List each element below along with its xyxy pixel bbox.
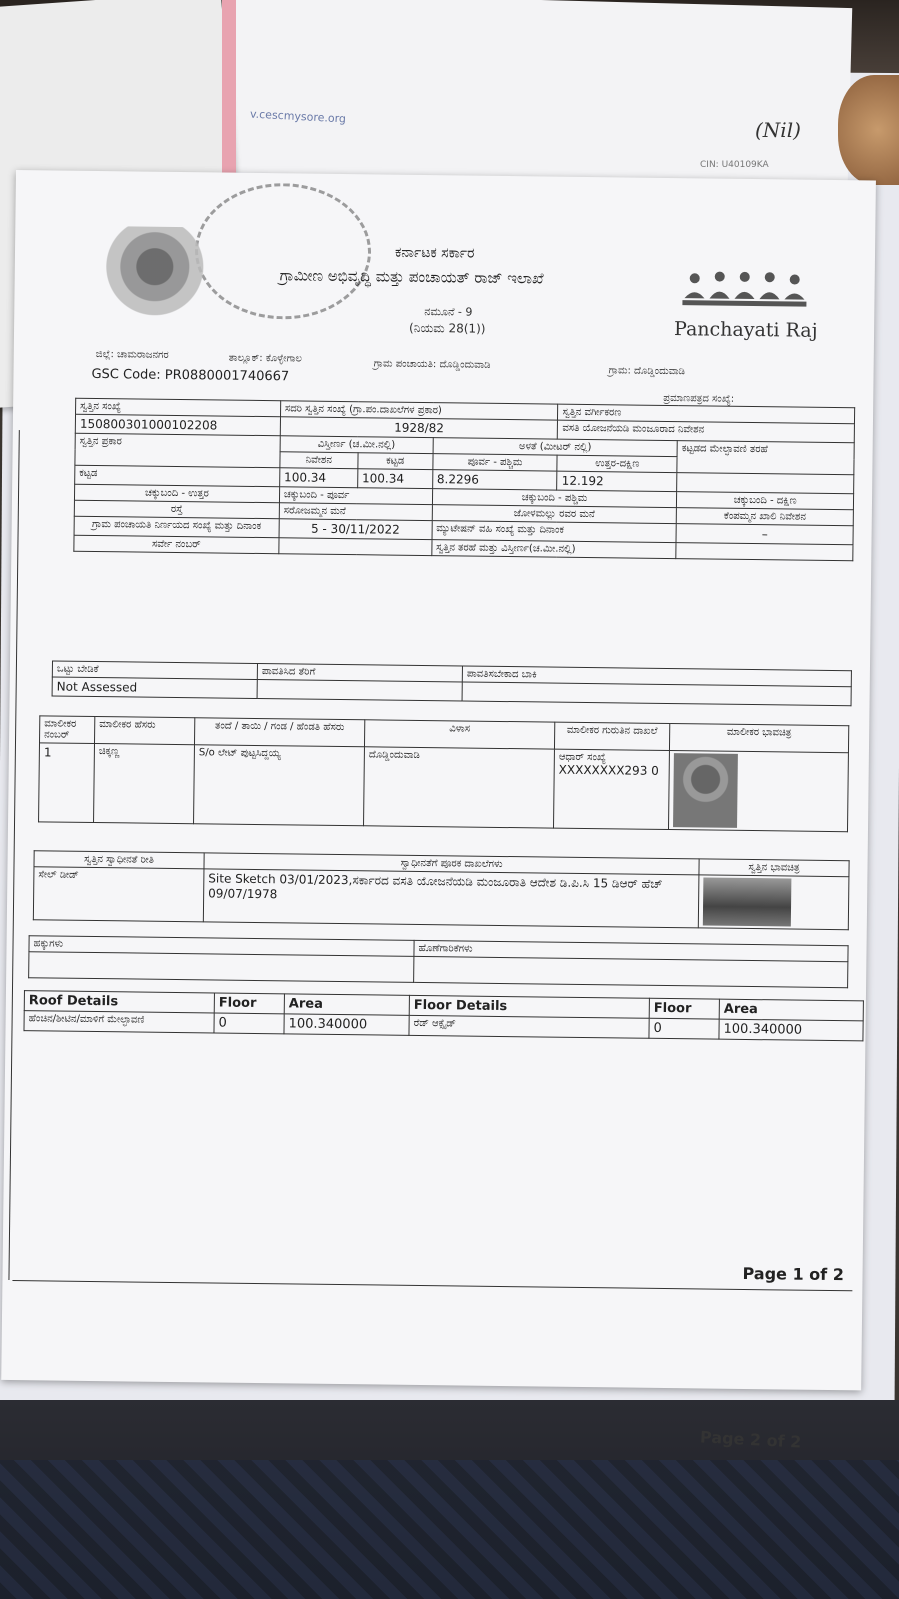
built-area: 100.34 <box>357 469 432 489</box>
handwritten-note: (Nil) <box>755 118 801 142</box>
owner-relation: S/o ಲೇಟ್ ಪುಟ್ಟಸಿದ್ದಯ್ಯ <box>194 745 365 826</box>
owners-table <box>38 715 849 832</box>
gram-panchayat: ಗ್ರಾಮ ಪಂಚಾಯತಿ: ದೊಡ್ಡಿಂದುವಾಡಿ <box>373 358 491 371</box>
survey-property-no: 1928/82 <box>280 417 558 439</box>
site-area: 100.34 <box>279 468 357 488</box>
tax-table <box>52 660 852 706</box>
floor-floor: 0 <box>649 1018 719 1039</box>
ownership-method: ಸೇಲ್ ಡೀಡ್ <box>33 867 204 922</box>
owner-address: ದೊಡ್ಡಿಂದುವಾಡಿ <box>364 747 555 828</box>
government-title: ಕರ್ನಾಟಕ ಸರ್ಕಾರ <box>394 244 475 262</box>
mutation: – <box>676 524 853 545</box>
owner-photo-label: ಮಾಲೀಕರ ಭಾವಚಿತ್ರ <box>669 724 848 753</box>
north-south-label: ಉತ್ತರ-ದಕ್ಷಿಣ <box>557 455 677 472</box>
certificate-page <box>1 170 876 1390</box>
tax-demand-label: ಒಟ್ಟು ಬೇಡಿಕೆ <box>52 661 257 680</box>
classification: ವಸತಿ ಯೋಜನೆಯಡಿ ಮಂಜೂರಾದ ನಿವೇಶನ <box>558 420 855 443</box>
east-west-label: ಪೂರ್ವ - ಪಶ್ಚಿಮ <box>433 454 558 472</box>
floor-area: 100.340000 <box>719 1019 863 1041</box>
department-title: ಗ್ರಾಮೀಣ ಅಭಿವೃದ್ಧಿ ಮತ್ತು ಪಂಚಾಯತ್ ರಾಜ್ ಇಲಾಖೆ <box>279 266 544 288</box>
floor-area-label: Area <box>719 999 863 1021</box>
village: ಗ್ರಾಮ: ದೊಡ್ಡಿಂದುವಾಡಿ <box>608 365 686 378</box>
roof-area-label: Area <box>284 994 409 1016</box>
panchayati-raj-logo <box>674 268 815 315</box>
site-label: ನಿವೇಶನ <box>280 452 358 469</box>
classification-label: ಸ್ವತ್ತಿನ ವರ್ಗೀಕರಣ <box>558 404 855 424</box>
tax-due-label: ಪಾವತಿಸಬೇಕಾದ ಬಾಕಿ <box>462 666 851 687</box>
west: ಜೋಳಮಲ್ಲು ರವರ ಮನೆ <box>432 505 677 524</box>
gsc-code: GSC Code: PR0880001740667 <box>91 366 290 385</box>
survey-no-label: ಸರ್ವೇ ನಂಬರ್ <box>74 535 279 554</box>
building-roof <box>677 473 854 494</box>
property-no: 150800301000102208 <box>75 414 280 436</box>
liabilities <box>414 956 848 987</box>
owner-address-label: ವಿಳಾಸ <box>364 720 554 749</box>
certificate-number-label: ಪ್ರಮಾಣಪತ್ರದ ಸಂಖ್ಯೆ: <box>663 392 735 405</box>
owner-photo <box>673 753 738 828</box>
owner-relation-label: ತಂದೆ / ತಾಯಿ / ಗಂಡ / ಹೆಂಡತಿ ಹೆಸರು <box>194 718 364 747</box>
owner-id <box>553 749 669 829</box>
property-details-table <box>73 398 855 562</box>
property-photo-label: ಸ್ವತ್ತಿನ ಭಾವಚಿತ್ರ <box>699 859 849 877</box>
taluk: ತಾಲ್ಲೂಕ್: ಕೊಳ್ಳೇಗಾಲ <box>228 352 302 365</box>
ownership-documents-label: ಸ್ವಾಧೀನತೆಗೆ ಪೂರಕ ದಾಖಲೆಗಳು <box>204 853 699 875</box>
page-bottom-line <box>12 1280 852 1291</box>
roof-type: ಹೆಂಚಿನ/ಶೀಟಿನ/ಮಾಳಿಗೆ ಮೇಲ್ಛಾವಣಿ <box>24 1011 214 1033</box>
type: ಕಟ್ಟಡ <box>75 465 280 487</box>
back-sheet-cin: CIN: U40109KA <box>700 160 769 170</box>
form-number: ನಮೂನೆ - 9 <box>424 304 473 319</box>
east-west: 8.2296 <box>432 470 557 491</box>
survey-property-no-label: ಸದರಿ ಸ್ವತ್ತಿನ ಸಂಖ್ಯೆ (ಗ್ರಾ.ಪಂ.ದಾಖಲೆಗಳ ಪ್ರಕಾರ) <box>280 401 558 420</box>
ownership-method-label: ಸ್ವತ್ತಿನ ಸ್ವಾಧೀನತೆ ರೀತಿ <box>34 851 204 869</box>
table-row <box>39 743 849 832</box>
cork-object <box>838 75 899 185</box>
floor-type: ರೆಡ್ ಆಕ್ಸೈಡ್ <box>409 1015 649 1038</box>
rights <box>29 952 414 983</box>
north-south: 12.192 <box>557 471 677 491</box>
owner-id-label: ಮಾಲೀಕರ ಗುರುತಿನ ದಾಖಲೆ <box>554 722 669 750</box>
roof-floor-table <box>23 990 863 1041</box>
west-label: ಚಕ್ಕುಬಂದಿ - ಪಶ್ಚಿಮ <box>432 489 677 508</box>
ownership-documents: Site Sketch 03/01/2023,ಸರ್ಕಾರದ ವಸತಿ ಯೋಜನೆಯಡಿ ಮಂಜೂರಾತಿ ಆದೇಶ ಡಿ.ಪಿ.ಸಿ 15 ಡಿಆರ್ ಹೆಚ್ 09/07/1978 <box>203 869 699 928</box>
survey-no <box>279 538 432 556</box>
ownership-table <box>33 850 850 930</box>
owner-id-number: XXXXXXXX293 0 <box>558 762 659 778</box>
page-number: Page 1 of 2 <box>742 1263 845 1285</box>
rights-label: ಹಕ್ಕುಗಳು <box>29 936 414 957</box>
roof-floor-label: Floor <box>214 993 284 1014</box>
tax-due <box>462 682 851 706</box>
property-type-area-label: ಸ್ವತ್ತಿನ ತರಹೆ ಮತ್ತು ವಿಸ್ತೀರ್ಣ(ಚ.ಮೀ.ನಲ್ಲಿ) <box>432 540 677 559</box>
tax-paid-label: ಪಾವತಿಸಿದ ತೆರಿಗೆ <box>257 663 462 682</box>
east: ಸರೋಜಮ್ಮನ ಮನೆ <box>279 503 432 521</box>
south-label: ಚಕ್ಕುಬಂದಿ - ದಕ್ಷಿಣ <box>677 492 854 510</box>
owner-no-label: ಮಾಲೀಕರ ನಂಬರ್ <box>40 716 95 744</box>
built-label: ಕಟ್ಟಡ <box>358 453 433 470</box>
floor-floor-label: Floor <box>649 998 719 1019</box>
north-label: ಚಕ್ಕುಬಂದಿ - ಉತ್ತರ <box>74 484 279 503</box>
rule-number: (ನಿಯಮ 28(1)) <box>409 320 486 336</box>
roof-details-label: Roof Details <box>24 991 214 1013</box>
state-emblem <box>104 226 205 327</box>
type-label: ಸ್ವತ್ತಿನ ಪ್ರಕಾರ <box>75 433 280 468</box>
south: ಕೆಂಪಮ್ಮನ ಖಾಲಿ ನಿವೇಶನ <box>677 508 854 526</box>
property-type-area <box>676 543 853 561</box>
owner-name: ಚಿಕ್ಕಣ್ಣ <box>94 744 195 824</box>
page-two-footer: Page 2 of 2 <box>699 1427 802 1452</box>
back-sheet-url: v.cescmysore.org <box>249 107 347 126</box>
logo-text: Panchayati Raj <box>673 318 818 342</box>
district: ಜಿಲ್ಲೆ: ಚಾಮರಾಜನಗರ <box>95 348 169 361</box>
liabilities-label: ಹೊಣೆಗಾರಿಕೆಗಳು <box>414 940 848 961</box>
mutation-label: ಮ್ಯುಟೇಷನ್ ವಹಿ ಸಂಖ್ಯೆ ಮತ್ತು ದಿನಾಂಕ <box>432 521 677 543</box>
gp-resolution: 5 - 30/11/2022 <box>279 519 432 540</box>
property-photo-cell <box>698 875 849 930</box>
building-label: ಕಟ್ಟಡದ ಮೇಲ್ಛಾವಣಿ ತರಹೆ <box>677 441 854 475</box>
owner-id-type: ಆಧಾರ್ ಸಂಖ್ಯೆ <box>558 751 607 764</box>
rights-table <box>28 935 848 988</box>
office-stamp <box>194 182 372 320</box>
floor-details-label: Floor Details <box>409 995 649 1018</box>
roof-area: 100.340000 <box>284 1014 409 1036</box>
tax-paid <box>257 679 462 701</box>
gp-resolution-label: ಗ್ರಾಮ ಪಂಚಾಯತಿ ನಿರ್ಣಯದ ಸಂಖ್ಯೆ ಮತ್ತು ದಿನಾಂಕ <box>74 516 279 538</box>
owner-name-label: ಮಾಲೀಕರ ಹೆಸರು <box>94 717 194 745</box>
north: ರಸ್ತೆ <box>74 500 279 519</box>
measure-label: ಅಳತೆ (ಮೀಟರ್ ನಲ್ಲಿ) <box>433 438 678 457</box>
east-label: ಚಕ್ಕುಬಂದಿ - ಪೂರ್ವ <box>279 487 432 505</box>
owner-no: 1 <box>39 743 95 823</box>
area-label: ವಿಸ್ತೀರ್ಣ (ಚ.ಮೀ.ನಲ್ಲಿ) <box>280 436 433 454</box>
property-no-label: ಸ್ವತ್ತಿನ ಸಂಖ್ಯೆ <box>76 398 281 417</box>
tax-demand: Not Assessed <box>52 677 257 699</box>
roof-floor: 0 <box>214 1013 284 1034</box>
owner-photo-cell <box>668 751 848 832</box>
property-photo <box>703 877 792 926</box>
